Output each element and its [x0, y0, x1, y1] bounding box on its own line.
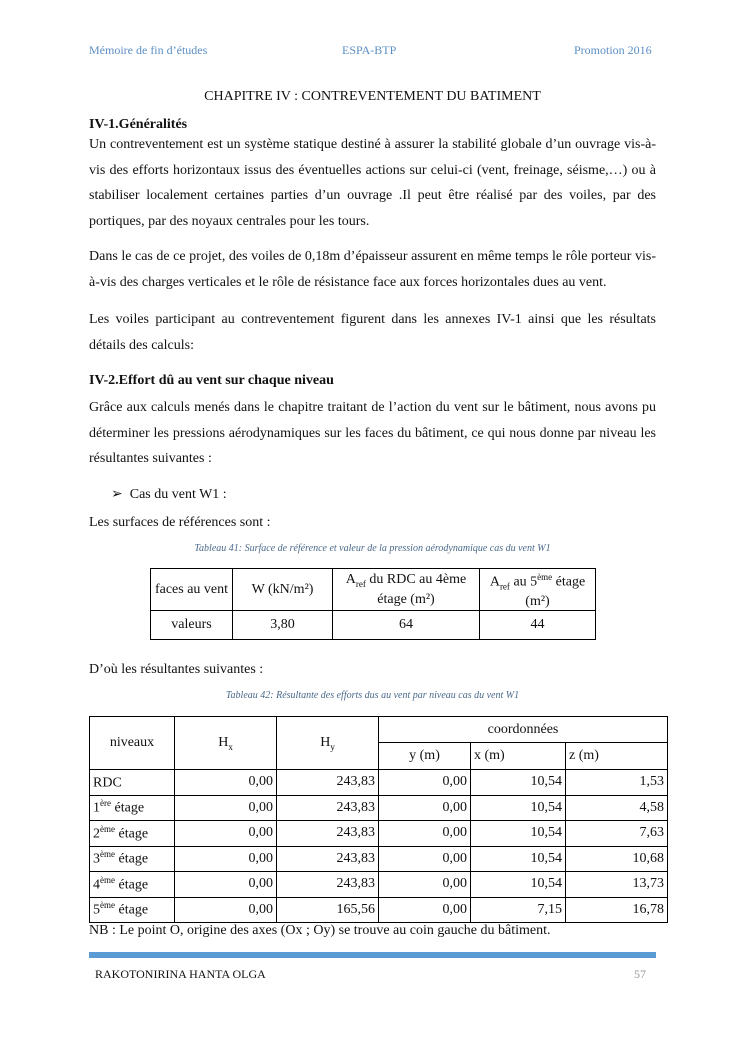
table-row — [90, 872, 668, 898]
t42-cell-y: 0,00 — [379, 872, 471, 898]
table-row — [90, 795, 668, 821]
t42-cell-x: 10,54 — [471, 795, 566, 821]
section-2-title: IV-2.Effort dû au vent sur chaque niveau — [89, 373, 334, 388]
t42-cell-x: 7,15 — [471, 897, 566, 923]
section-1-paragraph-3: Les voiles participant au contreventement figurent dans les annexes IV-1 ainsi que les résultats détails des calculs: — [89, 312, 656, 353]
t42-cell-niveau: 5ème étage — [90, 897, 175, 923]
table-41 — [150, 568, 596, 640]
footer-page-number: 57 — [634, 967, 646, 981]
t41-cell: 64 — [333, 611, 480, 640]
t42-cell-x: 10,54 — [471, 872, 566, 898]
t42-cell-hx: 0,00 — [175, 821, 277, 847]
t42-cell-niveau: 3ème étage — [90, 846, 175, 872]
bullet-item — [111, 482, 411, 508]
t42-header-z: z (m) — [566, 743, 668, 770]
chapter-title: CHAPITRE IV : CONTREVENTEMENT DU BATIMENT — [204, 89, 541, 104]
t42-cell-y: 0,00 — [379, 770, 471, 796]
surfaces-text: Les surfaces de références sont : — [89, 515, 271, 530]
table-42-caption: Tableau 42: Résultante des efforts dus au vent par niveau cas du vent W1 — [225, 690, 520, 701]
table-row — [90, 821, 668, 847]
t41-cell: 44 — [480, 611, 596, 640]
t41-header-aref-rdc: $A_{ref}$ du RDC au 4ème étage (m²) — [333, 569, 480, 611]
t42-cell-x: 10,54 — [471, 821, 566, 847]
t42-cell-hy: 243,83 — [277, 846, 379, 872]
t42-cell-y: 0,00 — [379, 846, 471, 872]
header-left: Mémoire de fin d’études — [89, 43, 208, 57]
t42-cell-hy: 243,83 — [277, 795, 379, 821]
footer-author: RAKOTONIRINA HANTA OLGA — [95, 967, 266, 981]
bullet-text: Cas du vent W1 : — [129, 487, 227, 502]
table-42 — [89, 716, 668, 923]
header-right: Promotion 2016 — [574, 43, 652, 57]
t42-cell-x: 10,54 — [471, 846, 566, 872]
t42-cell-hx: 0,00 — [175, 846, 277, 872]
t42-cell-hy: 243,83 — [277, 770, 379, 796]
t42-cell-hy: 243,83 — [277, 872, 379, 898]
t42-cell-z: 7,63 — [566, 821, 668, 847]
resultantes-text: D’où les résultantes suivantes : — [89, 662, 264, 677]
t42-header-hy: $H_y$ — [277, 717, 379, 770]
table-41-caption: Tableau 41: Surface de référence et valeur de la pression aérodynamique cas du vent W1 — [194, 543, 551, 554]
t42-cell-hy: 165,56 — [277, 897, 379, 923]
section-2-paragraph: Grâce aux calculs menés dans le chapitre traitant de l’action du vent sur le bâtiment, nous avons pu déterminer les pressions aérodynamiques sur les faces du bâtiment, ce qui nous donne par niveau les résultantes suivantes : — [89, 400, 656, 466]
t42-header-niveaux: niveaux — [90, 717, 175, 770]
t42-cell-hx: 0,00 — [175, 872, 277, 898]
t42-header-y: y (m) — [379, 743, 471, 770]
t42-cell-niveau: RDC — [90, 770, 175, 796]
t42-cell-x: 10,54 — [471, 770, 566, 796]
t42-header-x: x (m) — [471, 743, 566, 770]
table-row — [90, 770, 668, 796]
arrow-bullet-icon: ➢ — [111, 487, 123, 502]
t42-cell-hy: 243,83 — [277, 821, 379, 847]
t42-cell-z: 13,73 — [566, 872, 668, 898]
t42-cell-z: 16,78 — [566, 897, 668, 923]
t42-cell-niveau: 2ème étage — [90, 821, 175, 847]
section-1-paragraph-1: Un contreventement est un système statique destiné à assurer la stabilité globale d’un ouvrage vis-à-vis des efforts horizontaux issus des éventuelles actions sur celui-ci (vent, freinage, séisme,…) ou à stabiliser localement certaines parties d’un ouvrage .Il peut être réalisé par des voiles, par des portiques, par des noyaux centrales pour les tours. — [89, 137, 656, 229]
t42-cell-z: 1,53 — [566, 770, 668, 796]
t42-cell-y: 0,00 — [379, 795, 471, 821]
t42-cell-y: 0,00 — [379, 821, 471, 847]
t41-header-faces: faces au vent — [151, 569, 233, 611]
t42-header-coordonnees: coordonnées — [379, 717, 668, 743]
section-1-paragraph-2: Dans le cas de ce projet, des voiles de 0,18m d’épaisseur assurent en même temps le rôle porteur vis-à-vis des charges verticales et le rôle de résistance face aux forces horizontales dues au vent. — [89, 249, 656, 290]
t42-cell-z: 10,68 — [566, 846, 668, 872]
section-1-title: IV-1.Généralités — [89, 117, 188, 132]
t41-header-w: W (kN/m²) — [233, 569, 333, 611]
t42-cell-y: 0,00 — [379, 897, 471, 923]
t42-cell-hx: 0,00 — [175, 897, 277, 923]
t42-cell-niveau: 1ère étage — [90, 795, 175, 821]
t41-cell: valeurs — [151, 611, 233, 640]
t41-cell: 3,80 — [233, 611, 333, 640]
t42-cell-z: 4,58 — [566, 795, 668, 821]
t42-header-hx: $H_x$ — [175, 717, 277, 770]
t41-header-aref-5: $A_{ref}$ au 5ème étage (m²) — [480, 569, 596, 611]
t42-cell-hx: 0,00 — [175, 795, 277, 821]
nb-note: NB : Le point O, origine des axes (Ox ; Oy) se trouve au coin gauche du bâtiment. — [89, 923, 551, 938]
header-center: ESPA-BTP — [342, 43, 397, 57]
footer-divider — [89, 952, 656, 958]
t42-cell-niveau: 4ème étage — [90, 872, 175, 898]
table-row — [90, 846, 668, 872]
t42-cell-hx: 0,00 — [175, 770, 277, 796]
